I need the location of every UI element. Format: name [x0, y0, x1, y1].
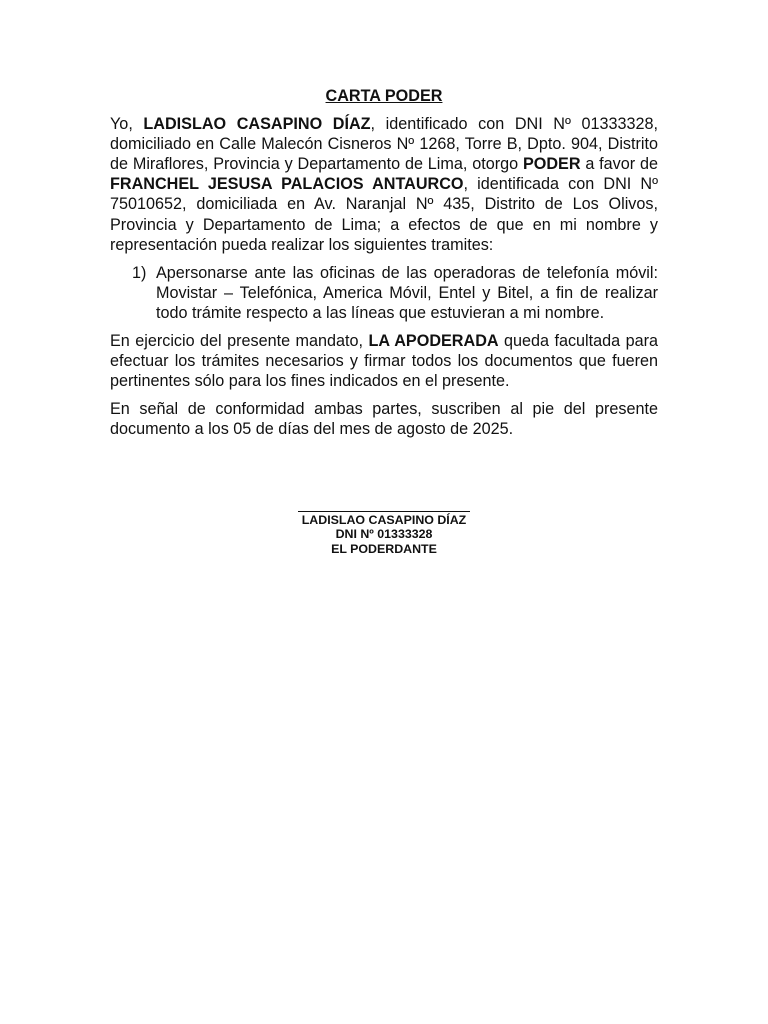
- document-body: [110, 86, 658, 448]
- grant-text-3: a favor de: [580, 155, 658, 174]
- grant-text-2: , identificado con DNI Nº 01333328, domiciliado en Calle Malecón Cisneros Nº 1268, Torre B, Dpto. 904, Distrito de Miraflores, Provincia y Departamento de Lima, otorgo: [110, 115, 659, 174]
- grant-text-1: Yo,: [110, 115, 144, 134]
- signature-line: [298, 511, 470, 512]
- mandate-text-2: queda facultada para efectuar los trámites necesarios y firmar todos los documentos que fueren pertinentes sólo para los fines indicados en el presente.: [110, 332, 658, 391]
- signature-block: [298, 511, 470, 556]
- paragraph-mandate: [110, 331, 658, 391]
- grantee-name: FRANCHEL JESUSA PALACIOS ANTAURCO: [110, 175, 464, 194]
- signatory-name: LADISLAO CASAPINO DÍAZ: [301, 513, 467, 527]
- signatory-dni: DNI Nº 01333328: [335, 527, 433, 542]
- apoderada-label: LA APODERADA: [368, 332, 499, 351]
- grant-text-4: , identificada con DNI Nº 75010652, domiciliada en Av. Naranjal Nº 435, Distrito de Los Olivos, Provincia y Departamento de Lima; a efectos de que en mi nombre y representación pueda realizar los siguientes tramites:: [110, 175, 658, 254]
- signatory-role: EL PODERDANTE: [331, 541, 437, 556]
- list-number: 1): [132, 263, 147, 282]
- document-title: CARTA PODER: [325, 87, 443, 105]
- mandate-text-1: En ejercicio del presente mandato,: [110, 332, 369, 351]
- list-item-text: Apersonarse ante las oficinas de las operadoras de telefonía móvil: Movistar – Telefónica, America Móvil, Entel y Bitel, a fin de realizar todo trámite respecto a las líneas que estuvieran a mi nombre.: [156, 263, 658, 322]
- paragraph-conformity: En señal de conformidad ambas partes, suscriben al pie del presente documento a los 05 de días del mes de agosto de 2025.: [110, 400, 658, 439]
- grantor-name: LADISLAO CASAPINO DÍAZ: [143, 115, 371, 134]
- list-item: [110, 263, 658, 323]
- poder-word: PODER: [522, 155, 581, 174]
- paragraph-grant: [110, 114, 658, 255]
